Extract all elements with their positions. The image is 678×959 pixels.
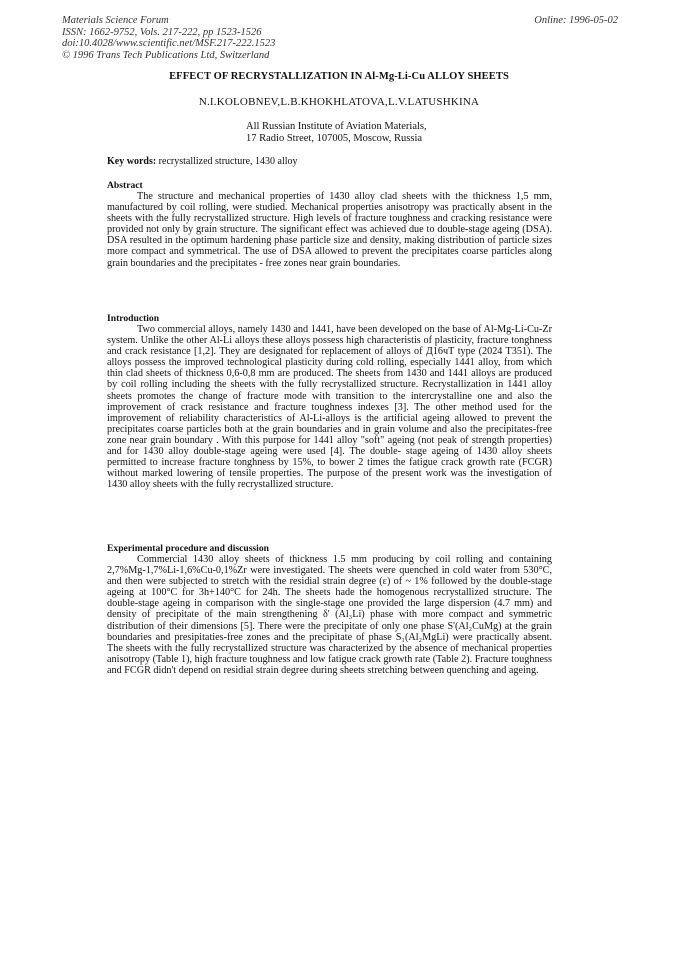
introduction-heading: Introduction (107, 313, 160, 324)
affiliation (246, 121, 427, 145)
affiliation-line-1: All Russian Institute of Aviation Materials, (246, 121, 427, 132)
paper-authors: N.I.KOLOBNEV,L.B.KHOKHLATOVA,L.V.LATUSHKINA (198, 96, 480, 108)
experimental-text: Commercial 1430 alloy sheets of thickness 1.5 mm producing by coil rolling and containing 2,7%Mg-1,7%Li-1,6%Cu-0,1%Zr were investigated. The sheets were quenched in cold water from 530°C, and then were subjected to stretch with the residial strain degree (ε) of ~ 1% followed by the double-stage ageing at 100°C for 3h+140°C for 24h. The sheets hade the homogenous recrystallized structure. The double-stage ageing in comparison with the single-stage one provided the large dispersion (4.7 mm) and density of precipitate of the main strengthening δ' (Al₃Li) phase with more compact and symmetric distribution of their dimensions [5]. There were the precipitate of only one phase S'(Al₂CuMg) at the grain boundaries and presipitaties-free zones and the precipitate of phase S₁(Al₂MgLi) were practically absent. The sheets with the fully recrystallized structure was characterized by the absence of mechanical properties anisotropy (Table 1), high fracture toughness and low fatigue crack growth rate (Table 2). Fracture toughness and FCGR didn't depend on residial strain degree during sheets stretching between quenching and ageing. (107, 554, 552, 676)
experimental-heading: Experimental procedure and discussion (107, 543, 269, 554)
doi-line[interactable]: doi:10.4028/www.scientific.net/MSF.217-222.1523 (62, 38, 276, 49)
introduction-section (107, 313, 552, 490)
issn-line: ISSN: 1662-9752, Vols. 217-222, pp 1523-1526 (62, 26, 262, 38)
keywords-label: Key words: (107, 156, 157, 167)
journal-name: Materials Science Forum (62, 15, 169, 26)
keywords (107, 156, 298, 167)
keywords-text: recrystallized structure, 1430 alloy (156, 156, 298, 167)
online-date: Online: 1996-05-02 (534, 15, 618, 26)
abstract-text: The structure and mechanical properties of 1430 alloy clad sheets with the thickness 1,5 mm, manufactured by coil rolling, were studied. Mechanical properties anisotropy was practically absent in the sheets with the fully recrystallized structure. High levels of fracture toughness and cracking resistance were provided not only by grain structure. The significant effect was achieved due to double-stage ageing (DSA). DSA resulted in the optimum hardening phase particle size and density, making distribution of particle sizes more compact and symmetrical. The use of DSA allowed to prevent the precipitates coarse particles along grain boundaries and the precipitates - free zones near grain boundaries. (107, 191, 552, 269)
introduction-text: Two commercial alloys, namely 1430 and 1441, have been developed on the base of Al-Mg-Li-Cu-Zr system. Unlike the other Al-Li alloys these alloys possess high characteristis of plasticity, fracture tonghness and crack resistance [1,2]. They are designated for replacement of alloys of Д16чТ type (2024 T351). The alloys possess the improved technological plasticity during cold rolling, especially 1441 alloy, from which thin clad sheets of thickness 0,6-0,8 mm are produced. The sheets from 1430 and 1441 alloys are produced by coil rolling including the sheets with the fully recrystallized structure. Recrystallization in 1441 alloy sheets promotes the change of fracture mode with transition to the intercrystalline one and also the improvement of crack resistance and fracture toughness indexes [3]. The other method used for the improvement of reliability characteristics of Al-Li-alloys is the artificial ageing allowed to prevent the precipitates coarse particles both at the grain boundaries and in grain volume and also the precipitates-free zone near grain boundary . With this purpose for 1441 alloy "soft" ageing (not peak of strength properties) and for 1430 alloy double-stage ageing were used [4]. The double- stage ageing of 1430 alloy sheets permitted to increase fracture tonghness by 15%, to bower 2 times the fatigue crack growth rate (FCGR) without marked lowering of tensile properties. The purpose of the present work was the investigation of 1430 alloy sheets with the fully recrystallized structure. (107, 324, 552, 491)
abstract-section (107, 180, 552, 269)
abstract-heading: Abstract (107, 180, 143, 191)
experimental-section (107, 543, 552, 676)
affiliation-line-2: 17 Radio Street, 107005, Moscow, Russia (246, 133, 423, 144)
copyright-line: © 1996 Trans Tech Publications Ltd, Switzerland (62, 49, 270, 61)
journal-header (62, 15, 618, 61)
paper-title: EFFECT OF RECRYSTALLIZATION IN Al-Mg-Li-Cu ALLOY SHEETS (169, 71, 509, 82)
